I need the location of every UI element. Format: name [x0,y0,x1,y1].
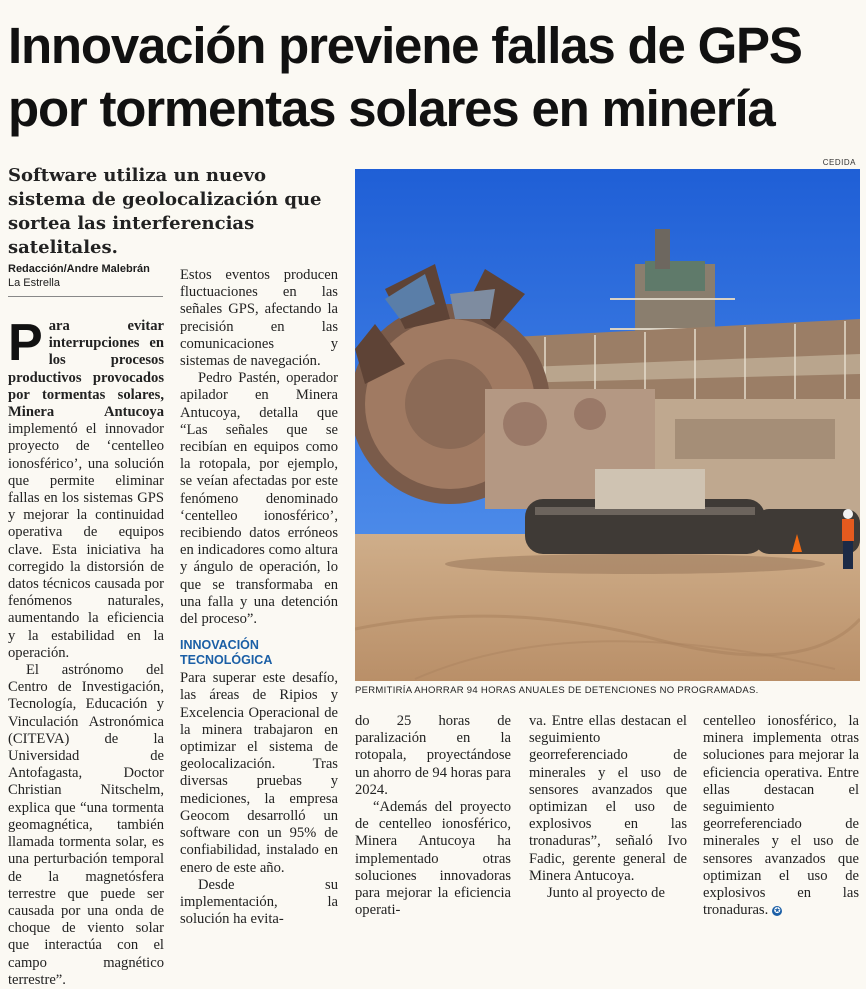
paragraph: do 25 horas de paralización en la rotopala, proyectándose un ahorro de 94 horas para 2024. [355,713,512,798]
paragraph: Junto al proyecto de [547,885,665,902]
subheadline: Software utiliza un nuevo sistema de geolocalización que sortea las interferencias satelitales. [8,165,322,258]
lead-paragraph [8,314,164,662]
paragraph: El astrónomo del Centro de Investigación, Tecnología, Educación y Vinculación Astronómica (CITEVA) de la Universidad de Antofagasta, Doctor Christian Nitschelm, explica que “una tormenta geomagnética, también llamada tormenta solar, es una perturbación temporal de la magnetósfera terrestre que puede ser causada por una onda de choque de viento solar que interactúa con el campo magnético terrestre”. [8,662,164,988]
paragraph: Estos eventos producen fluctuaciones en las señales GPS, afectando la precisión en las comunicaciones y sistemas de navegación. [180,267,338,370]
byline [8,262,163,297]
column-3 [355,713,511,919]
end-mark-icon: ✪ [773,905,781,915]
paragraph: va. Entre ellas destacan el seguimiento georreferenciado de minerales y el uso de sensores avanzados que optimizan el uso de explosivos en las tronaduras”, señaló Ivo Fadic, gerente general de Minera Antucoya. [529,713,687,884]
paragraph [703,713,859,919]
column-4 [529,713,687,902]
byline-author: Redacción/Andre Malebrán [8,263,150,275]
bucket-wheel-excavator-illustration [355,169,860,681]
paragraph: Desde su implementación, la solución ha evita- [180,876,338,928]
dropcap: P [8,314,43,372]
headline: Innovación previene fallas de GPS por tormentas solares en minería [8,17,802,137]
section-title: INNOVACIÓN TECNOLÓGICA [180,638,273,668]
paragraph-text: centelleo ionosférico, la minera implementa otras soluciones para mejorar la eficiencia operativa. Entre ellas destacan el seguimiento georreferenciado de minerales y el uso de sensores avanzados que optimizan el uso de explosivos en las tronaduras. [703,713,859,919]
column-1 [8,314,164,989]
paragraph: “Además del proyecto de centelleo ionosférico, Minera Antucoya ha implementado otras soluciones innovadoras para mejorar la eficiencia operati- [355,799,511,919]
column-2 [180,267,338,928]
byline-outlet: La Estrella [8,277,60,289]
article-photo [355,169,860,681]
paragraph: Pedro Pastén, operador apilador en Minera Antucoya, detalla que “Las señales que se recibían en equipos como la rotopala, por ejemplo, se veían afectadas por este fenómeno denominado ‘centelleo ionosférico’, recibiendo datos erróneos en indicadores como altura y ángulo de operación, lo que se transformaba en una falla y una detención del proceso”. [180,370,338,628]
lead-strong-text: ara evitar interrupciones en los procesos productivos provocados por tormentas solares, Minera Antucoya [8,318,164,421]
photo-credit: CEDIDA [822,158,856,167]
column-5 [703,713,859,919]
photo-caption: PERMITIRÍA AHORRAR 94 HORAS ANUALES DE DETENCIONES NO PROGRAMADAS. [355,685,759,696]
paragraph: Para superar este desafío, las áreas de Ripios y Excelencia Operacional de la minera trabajaron en optimizar el sistema de geolocalización. Tras diversas pruebas y mediciones, la empresa Geocom desarrolló un software con un 95% de confiabilidad, instalado en enero de este año. [180,670,338,876]
lead-text: implementó el innovador proyecto de ‘centelleo ionosférico’, una solución que permite eliminar fallas en los sistemas GPS y mejorar la continuidad operativa de equipos clave. Esta iniciativa ha corregido la distorsión de datos técnicos causada por fenómenos naturales, aumentando la eficiencia y la estabilidad en la operación. [8,421,164,661]
